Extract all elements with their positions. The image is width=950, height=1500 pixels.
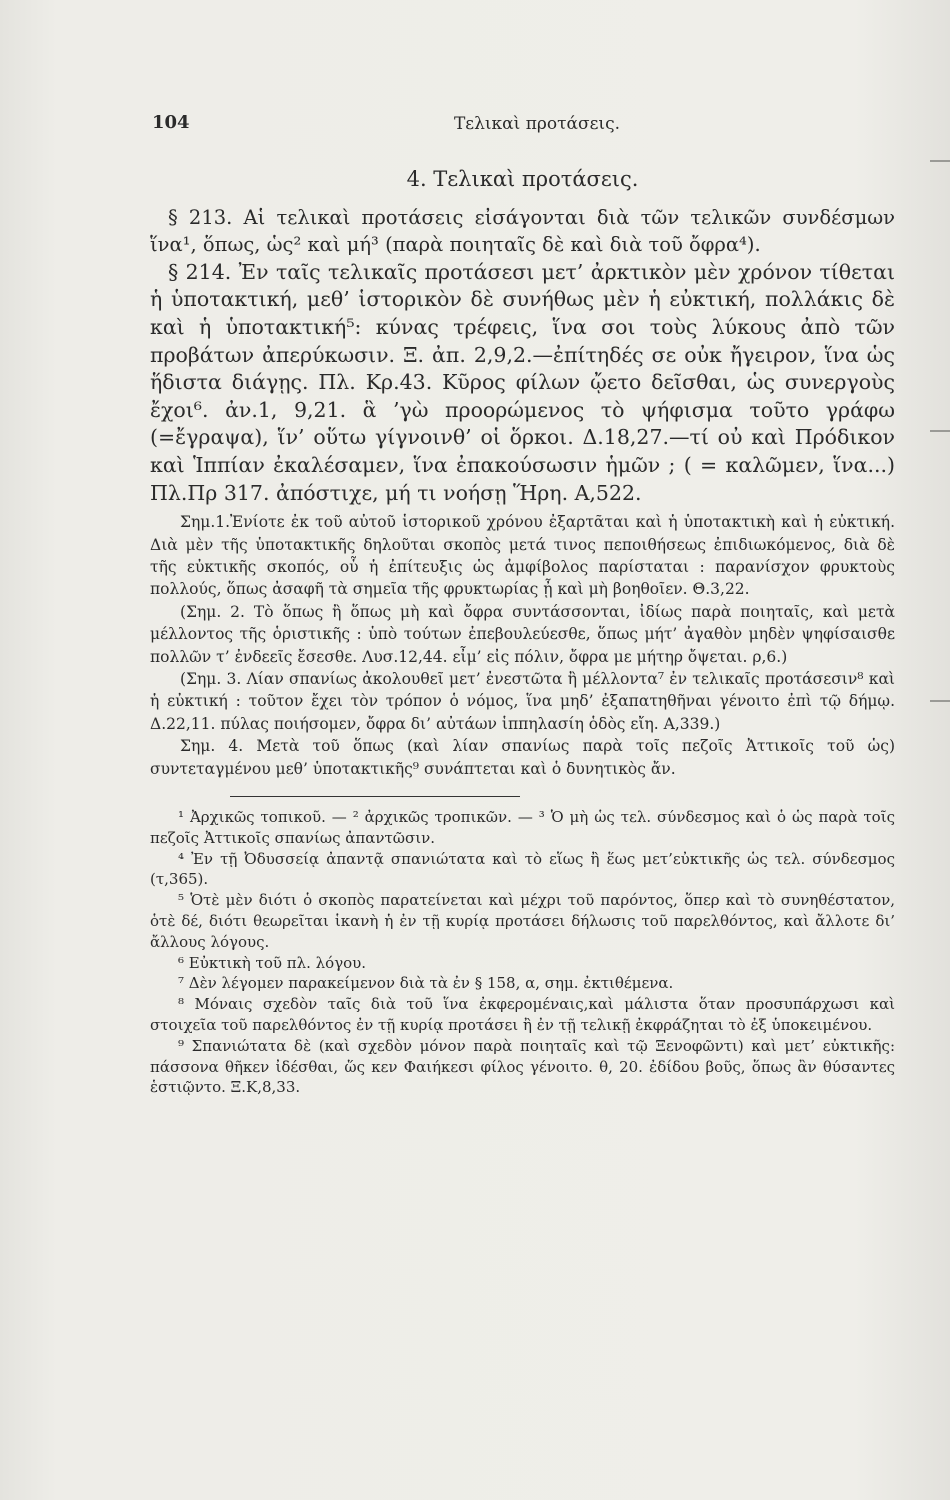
page-number: 104 (152, 112, 190, 133)
footnote-6: ⁶ Εὐκτικὴ τοῦ πλ. λόγου. (178, 953, 367, 972)
section-title: 4. Τελικαὶ προτάσεις. (406, 167, 639, 191)
footnote-7: ⁷ Δὲν λέγομεν παρακείμενον διὰ τὰ ἐν § 158, α, σημ. ἐκτιθέμενα. (178, 974, 674, 993)
note-2: (Σημ. 2. Τὸ ὅπως ἢ ὅπως μὴ καὶ ὄφρα συντάσσονται, ἰδίως παρὰ ποιηταῖς, καὶ μετὰ μέλλοντος τῆς ὁριστικῆς : ὑπὸ τούτων ἐπεβουλεύεσθε, ὅπως μήτ’ ἀγαθὸν μηδὲν ψηφίσαισθε πολλῶν τ’ ἐνδεεῖς ἔσεσθε. Λυσ.12,44. εἶμ’ εἰς πόλιν, ὄφρα με μήτηρ ὄψεται. ρ,6.) (150, 602, 895, 666)
footnote-divider (230, 796, 520, 797)
footnote-8: ⁸ Μόναις σχεδὸν ταῖς διὰ τοῦ ἵνα ἐκφερομέναις,καὶ μάλιστα ὅταν προσυπάρχωσι καὶ στοιχεῖα τοῦ παρελθόντος ἐν τῇ κυρίᾳ προτάσει ἢ ἐν τῇ τελικῇ ἐκφράζηται τὸ ἐξ ὑποκειμένου. (150, 995, 895, 1034)
footnote-4: ⁴ Ἐν τῇ Ὀδυσσείᾳ ἀπαντᾷ σπανιώτατα καὶ τὸ εἵως ἢ ἕως μετ’εὐκτικῆς ὡς τελ. σύνδεσμος (τ,365). (150, 849, 895, 889)
paragraph-213: § 213. Αἱ τελικαὶ προτάσεις εἰσάγονται διὰ τῶν τελικῶν συνδέσμων ἵνα¹, ὅπως, ὡς² καὶ μή³ (παρὰ ποιηταῖς δὲ καὶ διὰ τοῦ ὄφρα⁴). (150, 206, 895, 257)
page-edge-mark (930, 430, 950, 432)
note-1: Σημ.1.Ἐνίοτε ἐκ τοῦ αὐτοῦ ἱστορικοῦ χρόνου ἐξαρτᾶται καὶ ἡ ὑποτακτικὴ καὶ ἡ εὐκτική. Διὰ μὲν τῆς ὑποτακτικῆς δηλοῦται σκοπὸς μετά τινος πεποιθήσεως ἐπιδιωκόμενος, διὰ δὲ τῆς εὐκτικῆς σκοπός, οὗ ἡ ἐπίτευξις ὡς ἀμφίβολος παρίσταται : παρανίσχον φρυκτοὺς πολλούς, ὅπως ἀσαφῆ τὰ σημεῖα τῆς φρυκτωρίας ᾖ καὶ μὴ βοηθοῖεν. Θ.3,22. (150, 513, 895, 599)
running-header (152, 112, 892, 142)
footnote-9: ⁹ Σπανιώτατα δὲ (καὶ σχεδὸν μόνον παρὰ ποιηταῖς καὶ τῷ Ξενοφῶντι) καὶ μετ’ εὐκτικῆς: πάσσονα θῆκεν ἰδέσθαι, ὥς κεν Φαιήκεσι φίλος γένοιτο. θ, 20. ἐδίδου βοῦς, ὅπως ἂν θύσαντες ἑστιῷντο. Ξ.Κ,8,33. (150, 1036, 895, 1097)
footnote-5: ⁵ Ὁτὲ μὲν διότι ὁ σκοπὸς παρατείνεται καὶ μέχρι τοῦ παρόντος, ὅπερ καὶ τὸ συνηθέστατον, ὁτὲ δέ, διότι θεωρεῖται ἱκανὴ ἡ ἐν τῇ κυρίᾳ προτάσει δήλωσις τοῦ παρελθόντος, καὶ ἄλλοτε δι’ ἄλλους λόγους. (150, 891, 895, 951)
body-text (150, 166, 895, 1098)
note-3: (Σημ. 3. Λίαν σπανίως ἀκολουθεῖ μετ’ ἐνεστῶτα ἢ μέλλοντα⁷ ἐν τελικαῖς προτάσεσιν⁸ καὶ ἡ εὐκτική : τοῦτον ἔχει τὸν τρόπον ὁ νόμος, ἵνα μηδ’ ἐξαπατηθῆναι γένοιτο ἐπὶ τῷ δήμῳ. Δ.22,11. πύλας ποιήσομεν, ὄφρα δι’ αὐτάων ἱππηλασίη ὁδὸς εἴη. Α,339.) (150, 670, 895, 733)
note-4: Σημ. 4. Μετὰ τοῦ ὅπως (καὶ λίαν σπανίως παρὰ τοῖς πεζοῖς Ἀττικοῖς τοῦ ὡς) συντεταγμένου μεθ’ ὑποτακτικῆς⁹ συνάπτεται καὶ ὁ δυνητικὸς ἄν. (150, 737, 895, 778)
footnote-1-3: ¹ Ἀρχικῶς τοπικοῦ. — ² ἀρχικῶς τροπικῶν. — ³ Ὁ μὴ ὡς τελ. σύνδεσμος καὶ ὁ ὡς παρὰ τοῖς πεζοῖς Ἀττικοῖς σπανίως ἀπαντῶσιν. (150, 808, 895, 847)
page-edge-mark (930, 700, 950, 702)
running-title: Τελικαὶ προτάσεις. (453, 114, 621, 134)
paragraph-214: § 214. Ἐν ταῖς τελικαῖς προτάσεσι μετ’ ἀρκτικὸν μὲν χρόνον τίθεται ἡ ὑποτακτική, μεθ’ ἱστορικὸν δὲ συνήθως μὲν ἡ εὐκτική, πολλάκις δὲ καὶ ἡ ὑποτακτική⁵: κύνας τρέφεις, ἵνα σοι τοὺς λύκους ἀπὸ τῶν προβάτων ἀπερύκωσιν. Ξ. ἀπ. 2,9,2.—ἐπίτηδές σε οὐκ ἤγειρον, ἵνα ὡς ἥδιστα διάγῃς. Πλ. Κρ.43. Κῦρος φίλων ᾤετο δεῖσθαι, ὡς συνεργοὺς ἔχοι⁶. ἀν.1, 9,21. ἃ ’γὼ προορώμενος τὸ ψήφισμα τοῦτο γράφω (=ἔγραψα), ἵν’ οὕτω γίγνοινθ’ οἱ ὅρκοι. Δ.18,27.—τί οὐ καὶ Πρόδικον καὶ Ἱππίαν ἐκαλέσαμεν, ἵνα ἐπακούσωσιν ἡμῶν ; ( = καλῶμεν, ἵνα...) Πλ.Πρ 317. ἀπόστιχε, μή τι νοήσῃ Ἥρη. Α,522. (150, 259, 895, 505)
page-edge-mark (930, 160, 950, 162)
